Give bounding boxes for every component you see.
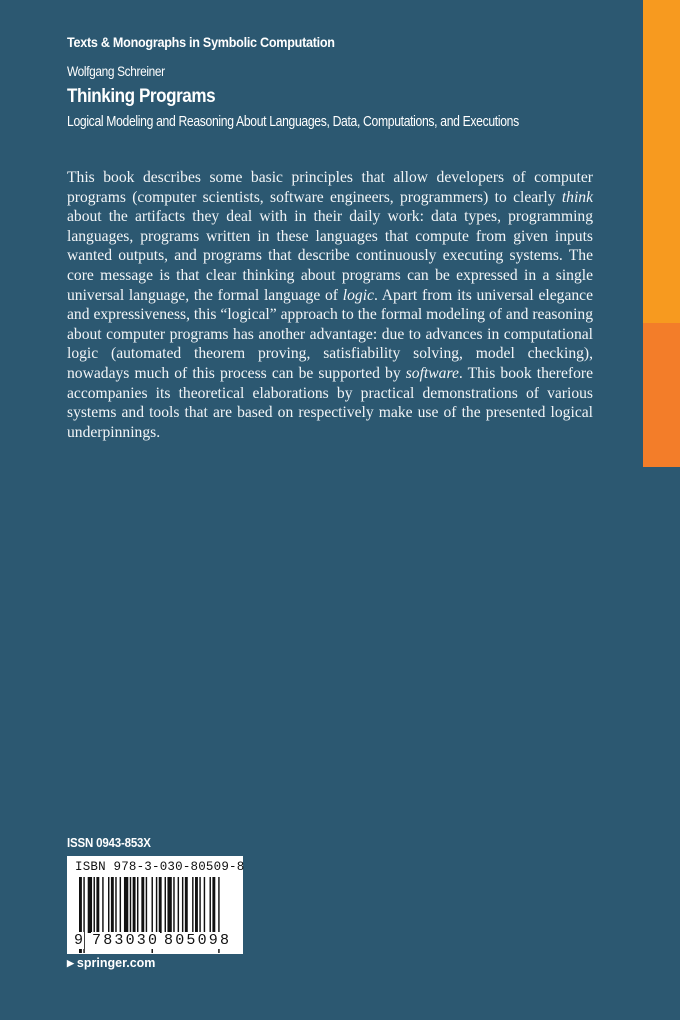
orange-accent-top xyxy=(643,0,680,323)
barcode-left-digits: 783030 xyxy=(92,932,160,949)
barcode-right-digits: 805098 xyxy=(164,932,232,949)
play-arrow-icon: ▶ xyxy=(67,957,74,968)
barcode-lead-digit: 9 xyxy=(74,932,84,949)
book-subtitle: Logical Modeling and Reasoning About Languages, Data, Computations, and Executions xyxy=(67,114,519,130)
orange-accent-bar xyxy=(643,0,680,467)
blurb-text: This book describes some basic principles that allow developers of computer programs (computer scientists, software engineers, programmers) to clearly think about the artifacts they deal with in their daily work: data types, programming languages, programs written in these languages that compute from given inputs wanted outputs, and programs that describe continuously executing systems. The core message is that clear thinking about programs can be expressed in a single universal language, the formal language of logic. Apart from its universal elegance and expressiveness, this “logical” approach to the formal modeling of and reasoning about computer programs has another advantage: due to advances in computational logic (automated theorem proving, satisfiability solving, model checking), nowadays much of this process can be supported by software. This book therefore accompanies its theoretical elaborations by practical demonstrations of various systems and tools that are based on respectively make use of the presented logical underpinnings. xyxy=(67,169,594,441)
orange-accent-bottom xyxy=(643,323,680,467)
author-name: Wolfgang Schreiner xyxy=(67,64,165,79)
publisher-link-label[interactable]: springer.com xyxy=(76,956,156,970)
series-name: Texts & Monographs in Symbolic Computation xyxy=(67,34,335,50)
isbn-label: ISBN 978-3-030-80509-8 xyxy=(75,860,245,874)
book-title: Thinking Programs xyxy=(67,86,216,107)
barcode xyxy=(67,856,243,954)
publisher-link[interactable] xyxy=(67,956,155,970)
issn-label: ISSN 0943-853X xyxy=(67,836,151,850)
